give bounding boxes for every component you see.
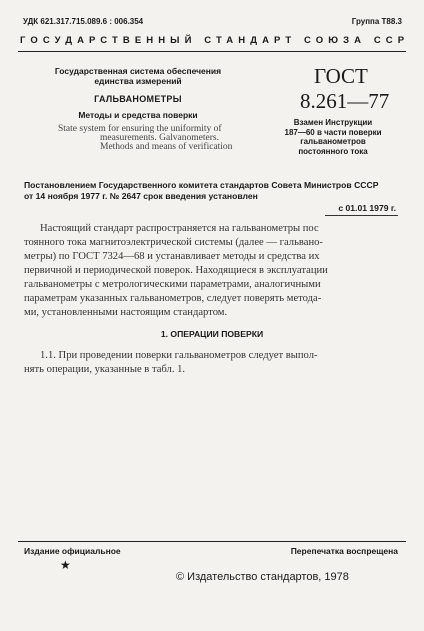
english-title-line-3: Methods and means of verification — [100, 142, 233, 152]
official-edition-label: Издание официальное — [24, 546, 121, 556]
document-subtitle: Методы и средства поверки — [78, 110, 198, 120]
replaces-line-3: гальванометров — [300, 137, 366, 146]
standard-banner: ГОСУДАРСТВЕННЫЙ СТАНДАРТ СОЮЗА ССР — [20, 35, 410, 46]
intro-line-3: метры) по ГОСТ 7324—68 и устанавливает методы и средства их — [24, 251, 320, 262]
replaces-line-4: постоянного тока — [298, 146, 368, 156]
replaces-line-1: Взамен Инструкции — [293, 118, 373, 127]
section-1-line-1: 1.1. При проведении поверки гальванометров следует выпол- — [40, 350, 318, 361]
document-title: ГАЛЬВАНОМЕТРЫ — [94, 94, 182, 104]
udk-code: УДК 621.317.715.089.6 : 006.354 — [23, 17, 144, 26]
group-code: Группа Т88.3 — [351, 17, 402, 26]
intro-line-5: гальванометры с метрологическими параметрами, аналогичными — [24, 279, 321, 290]
system-line-2: единства измерений — [94, 76, 182, 86]
intro-line-6: параметрам указанных гальванометров, следует поверять метода- — [24, 293, 322, 304]
gost-label: ГОСТ — [314, 64, 368, 88]
copyright-notice: © Издательство стандартов, 1978 — [176, 571, 349, 583]
section-1-heading: 1. ОПЕРАЦИИ ПОВЕРКИ — [160, 329, 264, 339]
reprint-prohibited-label: Перепечатка воспрещена — [290, 546, 398, 556]
section-1-line-2: нять операции, указанные в табл. 1. — [24, 364, 186, 375]
intro-line-2: тоянного тока магнитоэлектрической системы (далее — гальвано- — [24, 237, 323, 248]
english-title-line-1: State system for ensuring the uniformity of — [58, 124, 222, 134]
intro-line-1: Настоящий стандарт распространяется на гальванометры пос — [40, 223, 319, 234]
decree-line-1: Постановлением Государственного комитета стандартов Совета Министров СССР — [24, 180, 379, 190]
date-underline — [325, 215, 398, 216]
star-icon: ★ — [60, 558, 71, 572]
english-title-line-2: measurements. Galvanometers. — [100, 133, 219, 143]
header-divider — [18, 51, 406, 52]
system-line-1: Государственная система обеспечения — [54, 66, 222, 76]
decree-line-2: от 14 ноября 1977 г. № 2647 срок введения установлен — [24, 191, 258, 201]
intro-line-7: ми, установленными настоящим стандартом. — [24, 307, 228, 318]
gost-number: 8.261—77 — [300, 89, 390, 113]
footer-divider — [18, 541, 406, 542]
replaces-line-2: 187—60 в части поверки — [284, 127, 382, 137]
intro-line-4: первичной и периодической поверок. Находящиеся в эксплуатации — [24, 265, 328, 276]
effective-date: с 01.01 1979 г. — [338, 203, 396, 213]
